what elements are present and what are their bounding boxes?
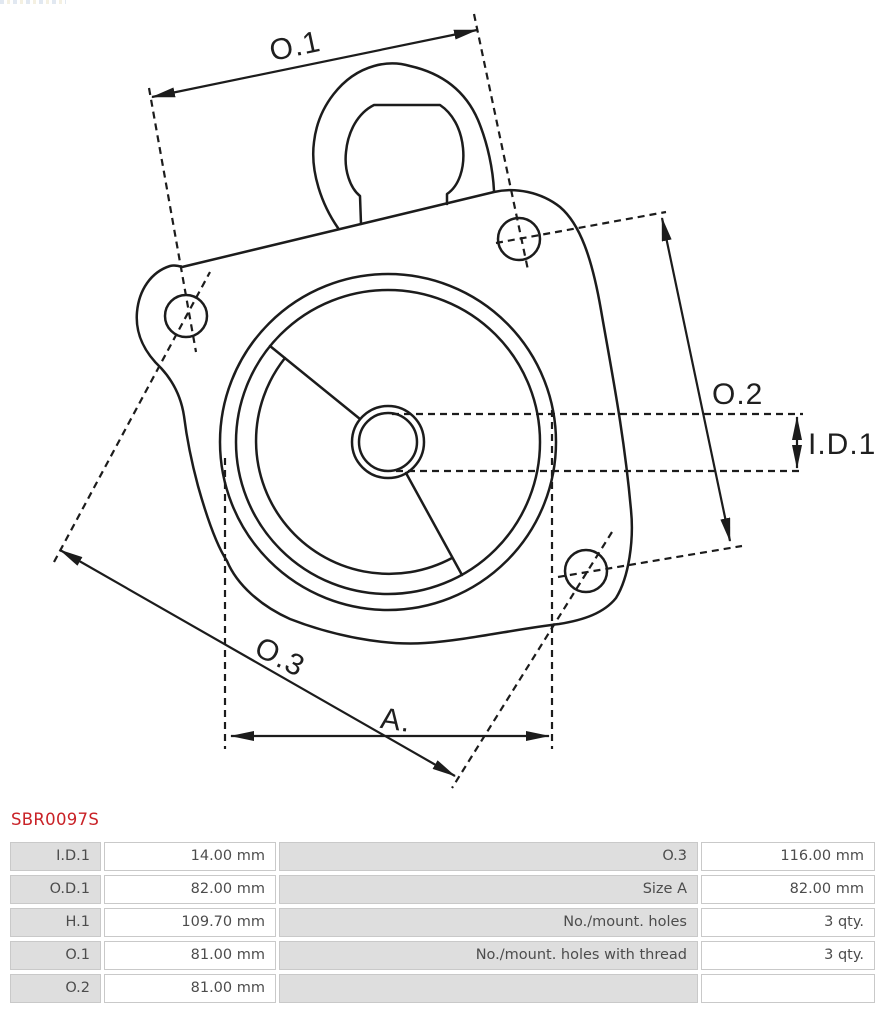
part-number: SBR0097S [11, 810, 100, 829]
dim-label-o3: O.3 [249, 630, 311, 684]
spec-label: Size A [279, 875, 698, 904]
spec-value: 81.00 mm [104, 941, 276, 970]
spec-value: 3 qty. [701, 941, 875, 970]
spec-label: O.1 [10, 941, 101, 970]
spec-label: I.D.1 [10, 842, 101, 871]
dim-label-o1: O.1 [266, 25, 324, 68]
bore-sector-cutout [256, 346, 462, 575]
spec-label: O.2 [10, 974, 101, 1003]
boot-inner-outline [346, 105, 464, 224]
ext-line-o1-left [149, 88, 196, 352]
spec-value: 14.00 mm [104, 842, 276, 871]
ext-line-o3-left [54, 272, 210, 562]
spec-value: 3 qty. [701, 908, 875, 937]
spec-table [10, 842, 875, 1003]
dim-label-id1: I.D.1 [808, 428, 877, 461]
plate-outline [137, 190, 632, 643]
spec-value: 116.00 mm [701, 842, 875, 871]
second-bore-circle [236, 290, 540, 594]
spec-label: No./mount. holes with thread [279, 941, 698, 970]
mounting-hole-top [498, 218, 540, 260]
spec-value: 81.00 mm [104, 974, 276, 1003]
spec-label: O.3 [279, 842, 698, 871]
dim-label-o2: O.2 [712, 378, 764, 411]
spec-value [701, 974, 875, 1003]
spec-value: 82.00 mm [701, 875, 875, 904]
ext-line-o3-right [452, 532, 612, 788]
spec-label [279, 974, 698, 1003]
spec-value: 82.00 mm [104, 875, 276, 904]
boot-outer-outline [313, 63, 494, 228]
mounting-hole-bottom-right [565, 550, 607, 592]
spec-label: H.1 [10, 908, 101, 937]
spec-label: No./mount. holes [279, 908, 698, 937]
shaft-hole-outer [352, 406, 424, 478]
spec-label: O.D.1 [10, 875, 101, 904]
spec-value: 109.70 mm [104, 908, 276, 937]
shaft-hole-inner [359, 413, 417, 471]
ext-line-o1-right [474, 14, 528, 270]
dim-label-a: A. [378, 702, 414, 739]
outer-bore-circle [220, 274, 556, 610]
